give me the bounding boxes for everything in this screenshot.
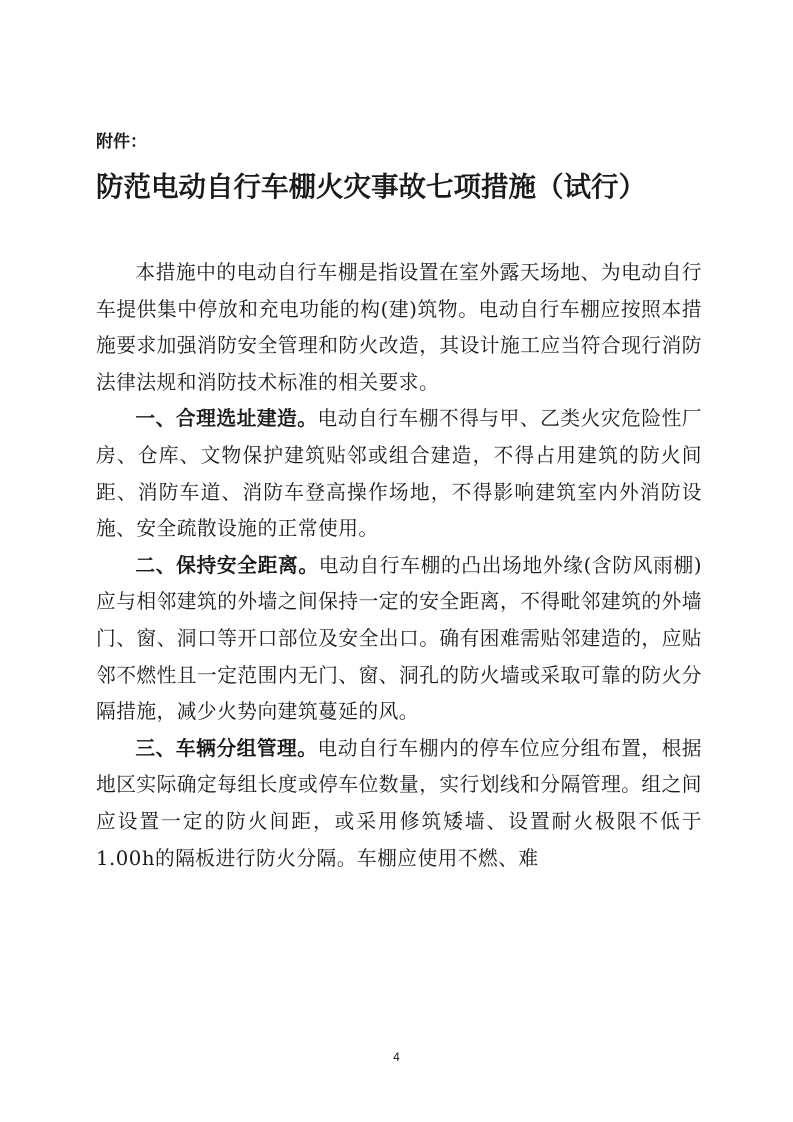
section-paragraph-1 [96,401,702,547]
section-text-2: 电动自行车棚的凸出场地外缘(含防风雨棚)应与相邻建筑的外墙之间保持一定的安全距离，不得毗邻建筑的外墙门、窗、洞口等开口部位及安全出口。确有困难需贴邻建造的，应贴邻不燃性且一定范围内无门、窗、洞孔的防火墙或采取可靠的防火分隔措施，减少火势向建筑蔓延的风。 [96,553,702,724]
section-text-1: 电动自行车棚不得与甲、乙类火灾危险性厂房、仓库、文物保护建筑贴邻或组合建造，不得占用建筑的防火间距、消防车道、消防车登高操作场地，不得影响建筑室内外消防设施、安全疏散设施的正常使用。 [96,407,702,541]
section-paragraph-2 [96,548,702,731]
section-heading-1: 一、合理选址建造。 [135,407,318,431]
page-number: 4 [393,1050,400,1064]
section-text-3: 电动自行车棚内的停车位应分组布置，根据地区实际确定每组长度或停车位数量，实行划线和分隔管理。组之间应设置一定的防火间距，或采用修筑矮墙、设置耐火极限不低于1.00h的隔板进行防火分隔。车棚应使用不燃、难 [96,736,702,870]
attachment-label: 附件： [96,132,147,152]
intro-paragraph: 本措施中的电动自行车棚是指设置在室外露天场地、为电动自行车提供集中停放和充电功能的构(建)筑物。电动自行车棚应按照本措施要求加强消防安全管理和防火改造，其设计施工应当符合现行消防法律法规和消防技术标准的相关要求。 [96,261,702,394]
section-heading-2: 二、保持安全距离。 [135,553,319,577]
section-heading-3: 三、车辆分组管理。 [135,736,318,760]
document-title: 防范电动自行车棚火灾事故七项措施（试行） [96,171,646,203]
section-paragraph-3 [96,731,702,877]
document-body [96,255,702,877]
